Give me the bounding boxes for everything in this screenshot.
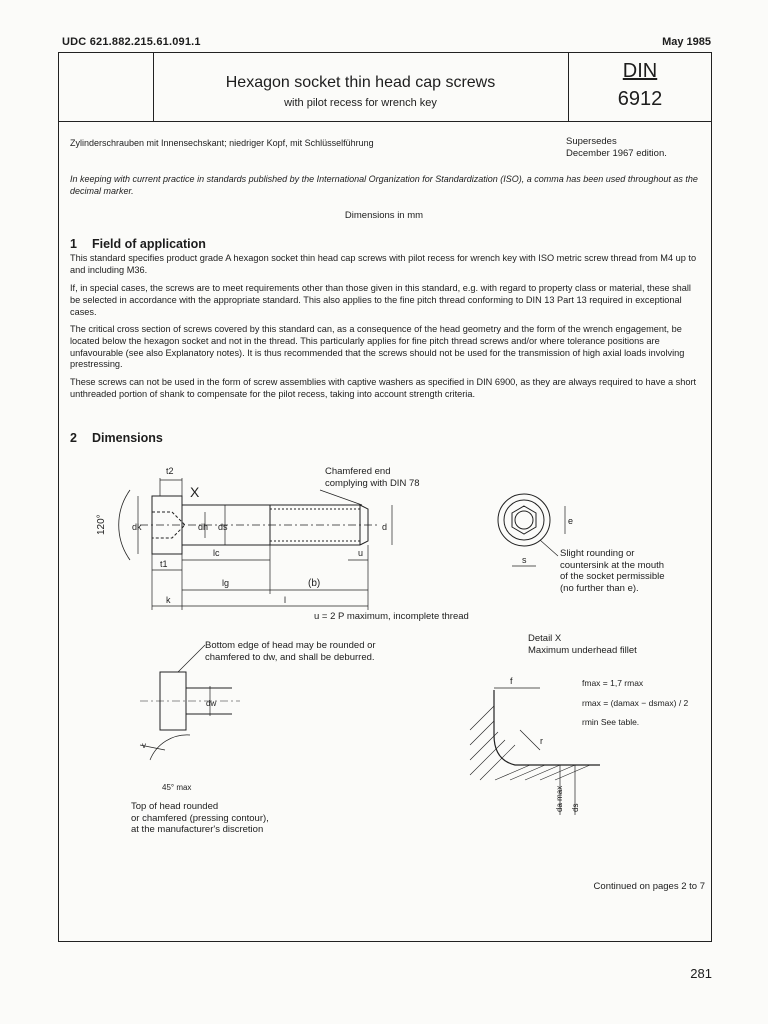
screw-side-view <box>119 490 380 560</box>
label-dw: dw <box>206 699 217 708</box>
rounding-note-line-3: of the socket permissible <box>560 571 665 582</box>
top-head-note-line-1: Top of head rounded <box>131 801 219 812</box>
rounding-note-line-1: Slight rounding or <box>560 548 635 559</box>
publication-date: May 1985 <box>662 36 711 48</box>
formula-rmin: rmin See table. <box>582 717 640 727</box>
supersedes-line-1: Supersedes <box>566 136 617 147</box>
din-number: 6912 <box>617 88 663 110</box>
label-u: u <box>358 548 364 558</box>
label-f: f <box>510 676 513 686</box>
supersedes-line-2: December 1967 edition. <box>566 148 667 159</box>
rounding-note-line-2: countersink at the mouth <box>560 559 665 571</box>
chamfer-note <box>325 466 420 489</box>
section-1-number: 1 <box>70 237 77 251</box>
label-da-max: da max <box>555 785 564 812</box>
detail-x-title <box>528 633 637 656</box>
label-l: l <box>284 595 286 605</box>
section-2-title: Dimensions <box>92 431 163 445</box>
rounding-note <box>560 548 665 594</box>
section-1-title: Field of application <box>92 237 206 251</box>
chamfer-note-line-2: complying with DIN 78 <box>325 477 420 489</box>
section-1-paragraph-1: This standard specifies product grade A hexagon socket thin head cap screws with pilot recess for wrench key with ISO metric screw thread from M4 up to and including M36. <box>70 253 697 275</box>
chamfer-note-line-1: Chamfered end <box>325 466 391 477</box>
din-label-text: DIN <box>622 60 658 82</box>
label-s: s <box>522 555 527 565</box>
formula-r: rmax = (damax − dsmax) / 2 <box>582 698 689 708</box>
label-lc: lc <box>213 548 220 558</box>
continued-note: Continued on pages 2 to 7 <box>593 881 705 892</box>
formula-f: fmax = 1,7 rmax <box>582 678 644 688</box>
label-e: e <box>568 516 574 526</box>
intro-note: In keeping with current practice in standards published by the International Organization for Standardization (ISO), a comma has been used throughout as the decimal marker. <box>70 174 698 196</box>
detail-x-view <box>470 688 600 815</box>
label-b: (b) <box>308 578 321 589</box>
label-r: r <box>540 736 543 746</box>
document-subtitle: with pilot recess for wrench key <box>284 97 437 109</box>
rounding-note-line-4: (no further than e). <box>560 582 639 594</box>
bottom-edge-note-line-1: Bottom edge of head may be rounded or <box>205 640 376 651</box>
label-dk: dk <box>132 522 142 532</box>
label-ds-detail: ds <box>571 803 580 812</box>
section-2-number: 2 <box>70 431 77 445</box>
label-lg: lg <box>222 578 230 588</box>
page-number: 281 <box>690 966 712 981</box>
bottom-edge-note <box>205 640 376 663</box>
top-head-note <box>131 801 269 836</box>
label-t2: t2 <box>166 466 174 476</box>
thread-note: u = 2 P maximum, incomplete thread <box>314 611 469 622</box>
document-title: Hexagon socket thin head cap screws <box>225 74 496 91</box>
label-v: v <box>142 741 146 750</box>
detail-x-title-line-1: Detail X <box>528 633 562 644</box>
label-ds: ds <box>218 522 228 532</box>
detail-x-title-line-2: Maximum underhead fillet <box>528 644 637 656</box>
bottom-edge-note-line-2: chamfered to dw, and shall be deburred. <box>205 651 375 663</box>
top-head-note-line-2: or chamfered (pressing contour), <box>131 812 269 824</box>
dimensions-note: Dimensions in mm <box>344 210 424 221</box>
screw-end-view <box>498 494 565 566</box>
label-45-max: 45° max <box>162 783 192 792</box>
label-angle-120: 120° <box>96 514 107 535</box>
section-1-paragraph-2: If, in special cases, the screws are to meet requirements other than those given in this standard, e.g. with regard to property class or material, these shall be selected in accordance with the appropriate standard. This also applies to the fine pitch thread conforming to DIN 13 Part 13 required in exceptional cases. <box>70 283 691 317</box>
label-k: k <box>166 595 171 605</box>
section-1-paragraph-3: The critical cross section of screws covered by this standard can, as a consequence of the head geometry and the form of the wrench engagement, be located below the hexagon socket and not in the thread. This particularly applies for fine pitch thread screws and/or where tolerance positions are unfavourable (see also Explanatory notes). It is thus recommended that the screws should not be used for the transmission of high axial loads involving prestressing. <box>70 324 685 370</box>
label-detail-x-marker: X <box>190 484 200 500</box>
label-t1: t1 <box>160 559 168 569</box>
german-title: Zylinderschrauben mit Innensechskant; niedriger Kopf, mit Schlüsselführung <box>70 138 374 148</box>
label-d: d <box>382 522 388 532</box>
udc-code: UDC 621.882.215.61.091.1 <box>62 36 201 48</box>
top-head-note-line-3: at the manufacturer's discretion <box>131 824 264 835</box>
side-view-dimensions <box>138 478 392 610</box>
label-dh: dh <box>198 522 209 532</box>
section-1-paragraph-4: These screws can not be used in the form of screw assemblies with captive washers as specified in DIN 6900, as they are always required to have a short unthreaded portion of shank to compensate for the pilot recess, taking into account strength criteria. <box>70 377 697 399</box>
